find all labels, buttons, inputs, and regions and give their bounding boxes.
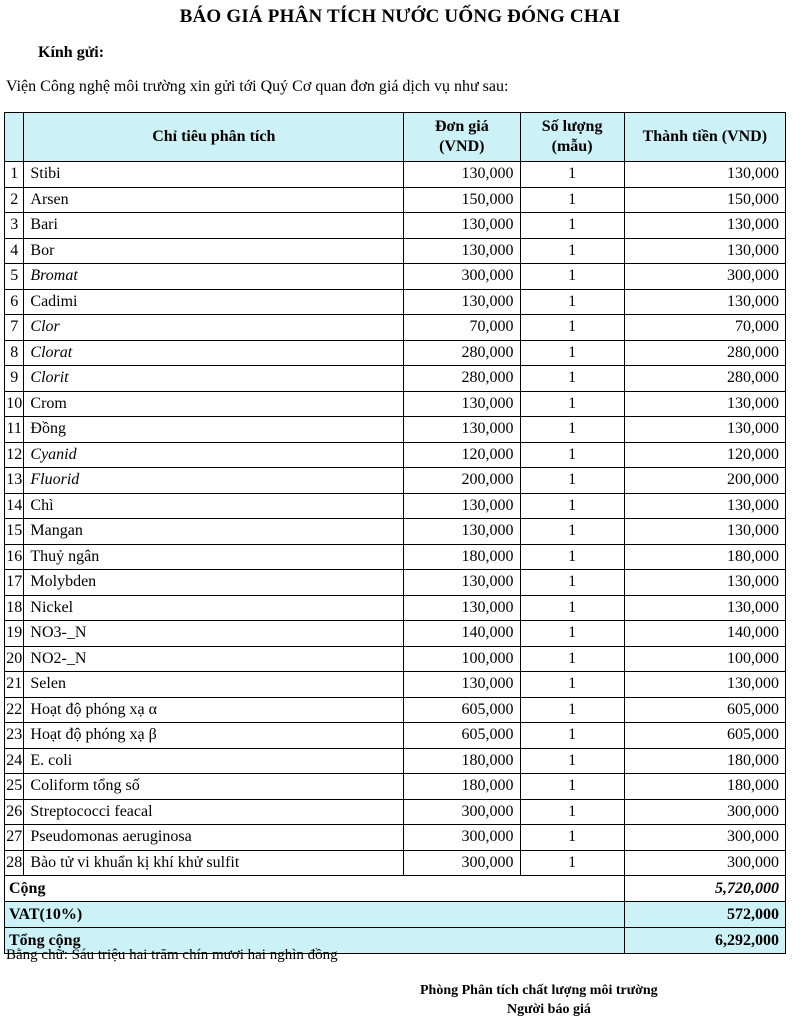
row-qty: 1: [520, 315, 624, 341]
row-number: 24: [5, 748, 24, 774]
row-name: Chì: [24, 493, 404, 519]
row-name: Hoạt độ phóng xạ α: [24, 697, 404, 723]
row-price: 150,000: [404, 187, 520, 213]
row-number: 2: [5, 187, 24, 213]
row-qty: 1: [520, 417, 624, 443]
row-number: 6: [5, 289, 24, 315]
table-row: [5, 723, 786, 749]
row-name: Streptococci feacal: [24, 799, 404, 825]
subtotal-row: [5, 876, 786, 902]
table-row: [5, 570, 786, 596]
row-total: 130,000: [624, 238, 785, 264]
header-index: [5, 113, 24, 162]
table-row: [5, 187, 786, 213]
greeting: Kính gửi:: [38, 44, 105, 61]
row-name: Bromat: [24, 264, 404, 290]
row-number: 23: [5, 723, 24, 749]
subtotal-value: 5,720,000: [624, 876, 785, 902]
table-row: [5, 595, 786, 621]
grand-total-label: Tổng cộng: [5, 928, 625, 954]
row-qty: 1: [520, 442, 624, 468]
row-name: Bari: [24, 213, 404, 239]
row-price: 180,000: [404, 774, 520, 800]
row-qty: 1: [520, 289, 624, 315]
table-row: [5, 264, 786, 290]
table-row: [5, 213, 786, 239]
row-name: Thuỷ ngân: [24, 544, 404, 570]
row-number: 7: [5, 315, 24, 341]
row-total: 130,000: [624, 289, 785, 315]
row-price: 130,000: [404, 238, 520, 264]
table-body: [5, 162, 786, 876]
row-name: Bor: [24, 238, 404, 264]
row-qty: 1: [520, 825, 624, 851]
row-qty: 1: [520, 468, 624, 494]
row-qty: 1: [520, 621, 624, 647]
row-number: 9: [5, 366, 24, 392]
row-name: Cyanid: [24, 442, 404, 468]
row-number: 25: [5, 774, 24, 800]
amount-in-words: Bằng chữ: Sáu triệu hai trăm chín mươi hai nghìn đồng: [6, 947, 338, 963]
grand-total-value: 6,292,000: [624, 928, 785, 954]
row-number: 1: [5, 162, 24, 188]
row-total: 180,000: [624, 544, 785, 570]
table-row: [5, 519, 786, 545]
row-price: 605,000: [404, 697, 520, 723]
row-qty: 1: [520, 544, 624, 570]
row-name: Coliform tổng số: [24, 774, 404, 800]
row-total: 130,000: [624, 162, 785, 188]
row-total: 180,000: [624, 748, 785, 774]
row-price: 130,000: [404, 289, 520, 315]
row-price: 300,000: [404, 850, 520, 876]
row-price: 130,000: [404, 493, 520, 519]
row-total: 130,000: [624, 570, 785, 596]
row-name: Stibi: [24, 162, 404, 188]
row-total: 140,000: [624, 621, 785, 647]
row-qty: 1: [520, 187, 624, 213]
row-total: 130,000: [624, 493, 785, 519]
row-number: 16: [5, 544, 24, 570]
row-name: E. coli: [24, 748, 404, 774]
row-name: Hoạt độ phóng xạ β: [24, 723, 404, 749]
row-qty: 1: [520, 723, 624, 749]
header-qty: [520, 113, 624, 162]
header-price-line2: (VND): [439, 138, 485, 155]
table-row: [5, 340, 786, 366]
row-price: 100,000: [404, 646, 520, 672]
header-qty-line2: (mẫu): [551, 138, 593, 155]
table-row: [5, 825, 786, 851]
row-name: Arsen: [24, 187, 404, 213]
row-qty: 1: [520, 213, 624, 239]
header-qty-line1: Số lượng: [541, 118, 603, 135]
row-name: Clor: [24, 315, 404, 341]
row-number: 22: [5, 697, 24, 723]
row-price: 130,000: [404, 595, 520, 621]
table-row: [5, 442, 786, 468]
price-table: [4, 112, 786, 954]
row-number: 8: [5, 340, 24, 366]
row-total: 120,000: [624, 442, 785, 468]
row-name: Mangan: [24, 519, 404, 545]
row-total: 130,000: [624, 595, 785, 621]
row-total: 200,000: [624, 468, 785, 494]
row-number: 26: [5, 799, 24, 825]
row-total: 130,000: [624, 519, 785, 545]
row-price: 130,000: [404, 519, 520, 545]
row-total: 300,000: [624, 264, 785, 290]
vat-value: 572,000: [624, 902, 785, 928]
row-total: 300,000: [624, 799, 785, 825]
row-name: Selen: [24, 672, 404, 698]
row-price: 130,000: [404, 162, 520, 188]
row-price: 605,000: [404, 723, 520, 749]
row-qty: 1: [520, 672, 624, 698]
row-qty: 1: [520, 595, 624, 621]
row-name: Cadimi: [24, 289, 404, 315]
table-row: [5, 289, 786, 315]
row-number: 3: [5, 213, 24, 239]
table-row: [5, 544, 786, 570]
table-row: [5, 774, 786, 800]
row-qty: 1: [520, 340, 624, 366]
row-total: 130,000: [624, 213, 785, 239]
row-number: 5: [5, 264, 24, 290]
row-price: 140,000: [404, 621, 520, 647]
row-name: Molybden: [24, 570, 404, 596]
row-number: 18: [5, 595, 24, 621]
row-qty: 1: [520, 162, 624, 188]
row-price: 300,000: [404, 799, 520, 825]
row-name: Fluorid: [24, 468, 404, 494]
header-name-text: Chỉ tiêu phân tích: [152, 128, 276, 145]
row-total: 70,000: [624, 315, 785, 341]
row-total: 150,000: [624, 187, 785, 213]
row-price: 180,000: [404, 544, 520, 570]
table-row: [5, 391, 786, 417]
row-total: 130,000: [624, 391, 785, 417]
page-title: BÁO GIÁ PHÂN TÍCH NƯỚC UỐNG ĐÓNG CHAI: [179, 6, 621, 27]
table-row: [5, 850, 786, 876]
row-name: NO3-_N: [24, 621, 404, 647]
row-number: 27: [5, 825, 24, 851]
table-row: [5, 799, 786, 825]
row-name: Clorat: [24, 340, 404, 366]
row-number: 20: [5, 646, 24, 672]
row-price: 200,000: [404, 468, 520, 494]
row-number: 28: [5, 850, 24, 876]
row-number: 19: [5, 621, 24, 647]
row-price: 300,000: [404, 264, 520, 290]
row-qty: 1: [520, 366, 624, 392]
header-total-text: Thành tiền (VND): [642, 128, 768, 145]
row-qty: 1: [520, 799, 624, 825]
table-row: [5, 621, 786, 647]
table-row: [5, 238, 786, 264]
row-number: 21: [5, 672, 24, 698]
row-price: 180,000: [404, 748, 520, 774]
row-total: 100,000: [624, 646, 785, 672]
row-qty: 1: [520, 493, 624, 519]
row-qty: 1: [520, 774, 624, 800]
row-qty: 1: [520, 519, 624, 545]
row-qty: 1: [520, 850, 624, 876]
table-row: [5, 748, 786, 774]
header-name: [24, 113, 404, 162]
row-name: NO2-_N: [24, 646, 404, 672]
row-price: 130,000: [404, 672, 520, 698]
row-qty: 1: [520, 646, 624, 672]
vat-label: VAT(10%): [5, 902, 625, 928]
row-number: 4: [5, 238, 24, 264]
row-total: 280,000: [624, 366, 785, 392]
table-row: [5, 646, 786, 672]
row-number: 13: [5, 468, 24, 494]
row-name: Crom: [24, 391, 404, 417]
row-qty: 1: [520, 570, 624, 596]
table-row: [5, 697, 786, 723]
table-row: [5, 417, 786, 443]
row-total: 180,000: [624, 774, 785, 800]
row-qty: 1: [520, 238, 624, 264]
header-price-line1: Đơn giá: [434, 118, 489, 135]
row-number: 11: [5, 417, 24, 443]
row-qty: 1: [520, 264, 624, 290]
row-qty: 1: [520, 748, 624, 774]
row-number: 15: [5, 519, 24, 545]
row-price: 70,000: [404, 315, 520, 341]
row-total: 130,000: [624, 417, 785, 443]
row-price: 280,000: [404, 340, 520, 366]
table-row: [5, 672, 786, 698]
table-row: [5, 493, 786, 519]
row-name: Pseudomonas aeruginosa: [24, 825, 404, 851]
row-name: Bào tử vi khuẩn kị khí khử sulfit: [24, 850, 404, 876]
subtotal-label: Cộng: [5, 876, 625, 902]
row-total: 605,000: [624, 697, 785, 723]
table-row: [5, 162, 786, 188]
row-total: 605,000: [624, 723, 785, 749]
row-qty: 1: [520, 391, 624, 417]
header-total: [624, 113, 785, 162]
table-row: [5, 468, 786, 494]
row-number: 10: [5, 391, 24, 417]
signature-department: Phòng Phân tích chất lượng môi trường: [420, 983, 658, 998]
row-name: Clorit: [24, 366, 404, 392]
row-price: 130,000: [404, 391, 520, 417]
row-name: Đồng: [24, 417, 404, 443]
row-total: 130,000: [624, 672, 785, 698]
row-name: Nickel: [24, 595, 404, 621]
table-row: [5, 315, 786, 341]
header-price: [404, 113, 520, 162]
row-total: 280,000: [624, 340, 785, 366]
vat-row: [5, 902, 786, 928]
row-total: 300,000: [624, 850, 785, 876]
table-header-row: [5, 113, 786, 162]
row-number: 12: [5, 442, 24, 468]
row-price: 280,000: [404, 366, 520, 392]
signature-role: Người báo giá: [507, 1002, 591, 1017]
row-price: 300,000: [404, 825, 520, 851]
row-number: 14: [5, 493, 24, 519]
intro-text: Viện Công nghệ môi trường xin gửi tới Quý Cơ quan đơn giá dịch vụ như sau:: [6, 78, 509, 95]
table-row: [5, 366, 786, 392]
row-total: 300,000: [624, 825, 785, 851]
row-price: 130,000: [404, 417, 520, 443]
row-price: 120,000: [404, 442, 520, 468]
row-number: 17: [5, 570, 24, 596]
row-price: 130,000: [404, 570, 520, 596]
row-price: 130,000: [404, 213, 520, 239]
row-qty: 1: [520, 697, 624, 723]
